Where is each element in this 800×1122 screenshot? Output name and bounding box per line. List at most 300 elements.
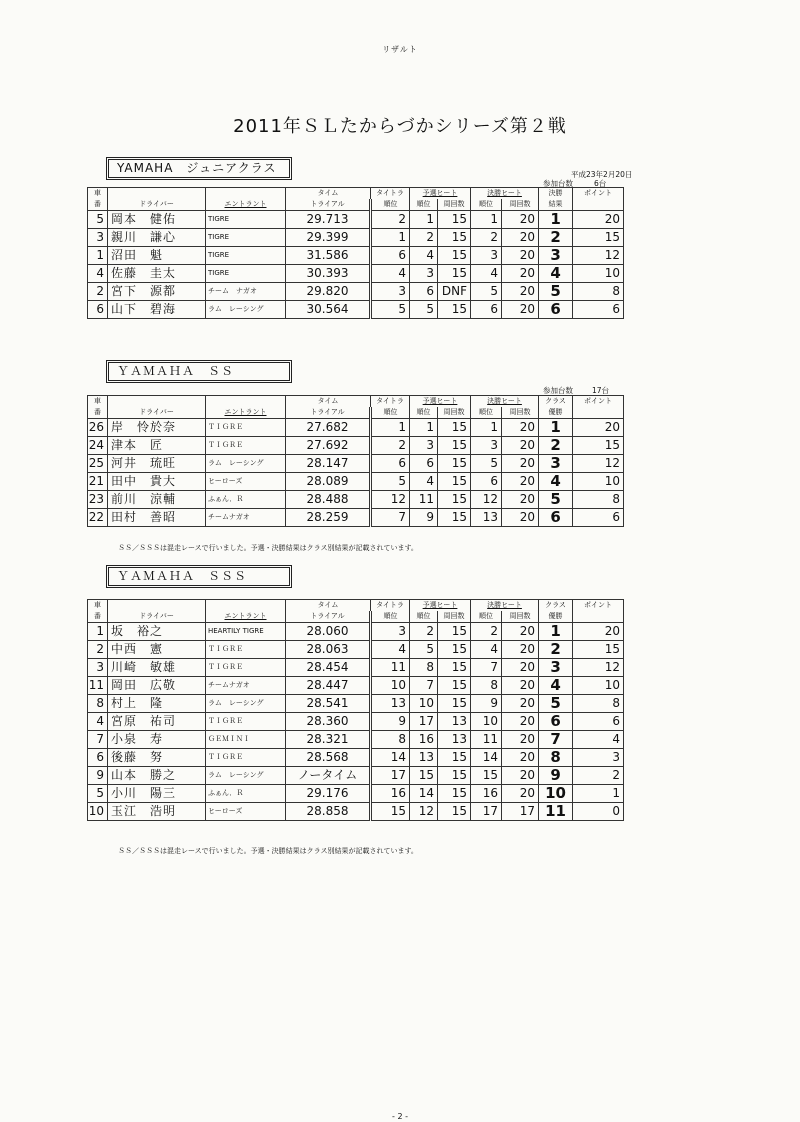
heat-laps: 13 <box>438 731 471 749</box>
final-result: 6 <box>539 301 573 319</box>
heat-laps: 15 <box>438 491 471 509</box>
points: 15 <box>573 641 624 659</box>
final-laps: 20 <box>502 785 539 803</box>
heat-laps: 15 <box>438 437 471 455</box>
points: 6 <box>573 301 624 319</box>
final-result: 2 <box>539 641 573 659</box>
final-position: 8 <box>471 677 502 695</box>
driver-name: 河井 琉旺 <box>108 455 206 473</box>
table-row <box>88 265 624 283</box>
time-trial: 28.321 <box>286 731 371 749</box>
final-laps: 20 <box>502 731 539 749</box>
car-number: 23 <box>88 491 108 509</box>
header-time: タイム <box>286 600 371 612</box>
car-number: 24 <box>88 437 108 455</box>
heat-laps: 13 <box>438 713 471 731</box>
final-position: 9 <box>471 695 502 713</box>
heat-position: 1 <box>410 211 438 229</box>
time-trial: 27.682 <box>286 419 371 437</box>
final-result: 9 <box>539 767 573 785</box>
points: 10 <box>573 473 624 491</box>
time-trial: 29.399 <box>286 229 371 247</box>
heat-laps: 15 <box>438 455 471 473</box>
heat-position: 4 <box>410 247 438 265</box>
time-trial-rank: 4 <box>371 641 410 659</box>
mixed-race-note: ＳＳ／ＳＳＳは混走レースで行いました。予選・決勝結果はクラス別結果が記載されています。 <box>118 544 418 552</box>
header-result: 優勝 <box>539 611 573 623</box>
header-tt: 順位 <box>371 611 410 623</box>
driver-name: 岡本 健佑 <box>108 211 206 229</box>
heat-laps: 15 <box>438 623 471 641</box>
driver-name: 親川 謙心 <box>108 229 206 247</box>
car-number: 6 <box>88 749 108 767</box>
final-laps: 20 <box>502 455 539 473</box>
entrant-name: ＴＩＧＲＥ <box>206 641 286 659</box>
car-number: 2 <box>88 641 108 659</box>
driver-name: 宮原 祐司 <box>108 713 206 731</box>
final-laps: 20 <box>502 749 539 767</box>
time-trial: 28.060 <box>286 623 371 641</box>
header-tt: タイトラ <box>371 188 410 200</box>
final-result: 3 <box>539 659 573 677</box>
car-number: 21 <box>88 473 108 491</box>
points: 20 <box>573 211 624 229</box>
header-points: ポイント <box>573 396 624 408</box>
final-laps: 20 <box>502 491 539 509</box>
time-trial-rank: 2 <box>371 437 410 455</box>
header-cell <box>573 611 624 623</box>
results-table-sss <box>87 599 624 821</box>
points: 2 <box>573 767 624 785</box>
time-trial: 30.564 <box>286 301 371 319</box>
time-trial: 28.447 <box>286 677 371 695</box>
heat-position: 11 <box>410 491 438 509</box>
heat-position: 3 <box>410 265 438 283</box>
table-row <box>88 301 624 319</box>
heat-position: 5 <box>410 301 438 319</box>
entrant-name: ＴＩＧＲＥ <box>206 437 286 455</box>
heat-laps: 15 <box>438 767 471 785</box>
final-position: 6 <box>471 301 502 319</box>
heat-position: 8 <box>410 659 438 677</box>
car-number: 4 <box>88 265 108 283</box>
entrant-name: ヒーローズ <box>206 803 286 821</box>
heat-laps: 15 <box>438 641 471 659</box>
header-heat-laps: 周回数 <box>438 407 471 419</box>
heat-position: 7 <box>410 677 438 695</box>
final-position: 4 <box>471 265 502 283</box>
final-laps: 20 <box>502 265 539 283</box>
header-entrant: エントラント <box>206 199 286 211</box>
header-heat: 予選ヒート <box>410 396 471 408</box>
header-final-laps: 周回数 <box>502 611 539 623</box>
final-result: 1 <box>539 211 573 229</box>
table-row <box>88 731 624 749</box>
points: 20 <box>573 623 624 641</box>
header-tt: 順位 <box>371 199 410 211</box>
header-cell <box>206 188 286 200</box>
car-number: 26 <box>88 419 108 437</box>
driver-name: 山下 碧海 <box>108 301 206 319</box>
final-position: 1 <box>471 419 502 437</box>
entrant-name: TIGRE <box>206 265 286 283</box>
time-trial: 28.063 <box>286 641 371 659</box>
header-time: トライアル <box>286 407 371 419</box>
time-trial-rank: 12 <box>371 491 410 509</box>
header-final: 決勝ヒート <box>471 188 539 200</box>
table-row <box>88 713 624 731</box>
header-cell <box>573 407 624 419</box>
heat-laps: 15 <box>438 229 471 247</box>
points: 15 <box>573 229 624 247</box>
participants-label: 参加台数 <box>543 179 573 188</box>
car-number: 1 <box>88 247 108 265</box>
table-row <box>88 659 624 677</box>
final-result: 5 <box>539 283 573 301</box>
final-result: 3 <box>539 455 573 473</box>
car-number: 3 <box>88 659 108 677</box>
header-time: タイム <box>286 188 371 200</box>
table-header-row <box>88 407 624 419</box>
final-result: 5 <box>539 695 573 713</box>
car-number: 25 <box>88 455 108 473</box>
driver-name: 岸 怜於奈 <box>108 419 206 437</box>
table-row <box>88 749 624 767</box>
participants-count: 6台 <box>594 179 607 188</box>
final-position: 4 <box>471 641 502 659</box>
heat-position: 14 <box>410 785 438 803</box>
final-laps: 20 <box>502 659 539 677</box>
heat-laps: 15 <box>438 265 471 283</box>
points: 6 <box>573 713 624 731</box>
table-header-row <box>88 600 624 612</box>
header-points: ポイント <box>573 600 624 612</box>
car-number: 9 <box>88 767 108 785</box>
final-result: 11 <box>539 803 573 821</box>
car-number: 1 <box>88 623 108 641</box>
heat-position: 6 <box>410 455 438 473</box>
heat-position: 13 <box>410 749 438 767</box>
entrant-name: チーム ナガオ <box>206 283 286 301</box>
table-row <box>88 767 624 785</box>
points: 8 <box>573 695 624 713</box>
race-date: 平成23年2月20日 <box>571 170 633 179</box>
car-number: 4 <box>88 713 108 731</box>
time-trial: 28.541 <box>286 695 371 713</box>
time-trial: 28.568 <box>286 749 371 767</box>
heat-position: 4 <box>410 473 438 491</box>
final-laps: 20 <box>502 437 539 455</box>
final-result: 2 <box>539 229 573 247</box>
final-result: 4 <box>539 677 573 695</box>
heat-laps: 15 <box>438 695 471 713</box>
time-trial-rank: 2 <box>371 211 410 229</box>
final-position: 13 <box>471 509 502 527</box>
table-row <box>88 785 624 803</box>
header-cell <box>206 600 286 612</box>
driver-name: 玉江 浩明 <box>108 803 206 821</box>
time-trial: 28.360 <box>286 713 371 731</box>
entrant-name: TIGRE <box>206 211 286 229</box>
header-final-laps: 周回数 <box>502 407 539 419</box>
heat-position: 15 <box>410 767 438 785</box>
points: 8 <box>573 491 624 509</box>
final-result: 1 <box>539 623 573 641</box>
heat-position: 16 <box>410 731 438 749</box>
header-entrant: エントラント <box>206 407 286 419</box>
driver-name: 宮下 源都 <box>108 283 206 301</box>
time-trial-rank: 17 <box>371 767 410 785</box>
header-cell <box>108 188 206 200</box>
heat-laps: 15 <box>438 247 471 265</box>
header-driver: ドライバー <box>108 611 206 623</box>
car-number: 7 <box>88 731 108 749</box>
car-number: 10 <box>88 803 108 821</box>
header-heat-pos: 順位 <box>410 199 438 211</box>
table-row <box>88 283 624 301</box>
table-row <box>88 623 624 641</box>
final-result: 5 <box>539 491 573 509</box>
car-number: 11 <box>88 677 108 695</box>
driver-name: 小泉 寿 <box>108 731 206 749</box>
points: 10 <box>573 265 624 283</box>
time-trial-rank: 16 <box>371 785 410 803</box>
points: 1 <box>573 785 624 803</box>
points: 20 <box>573 419 624 437</box>
time-trial: 28.454 <box>286 659 371 677</box>
header-heat-laps: 周回数 <box>438 199 471 211</box>
points: 12 <box>573 455 624 473</box>
table-row <box>88 419 624 437</box>
final-position: 5 <box>471 283 502 301</box>
entrant-name: ＴＩＧＲＥ <box>206 713 286 731</box>
final-position: 3 <box>471 247 502 265</box>
header-final: 決勝ヒート <box>471 396 539 408</box>
header-final: 決勝ヒート <box>471 600 539 612</box>
final-position: 15 <box>471 767 502 785</box>
final-result: 4 <box>539 265 573 283</box>
car-number: 3 <box>88 229 108 247</box>
header-final-laps: 周回数 <box>502 199 539 211</box>
time-trial-rank: 1 <box>371 229 410 247</box>
final-position: 11 <box>471 731 502 749</box>
final-laps: 20 <box>502 623 539 641</box>
time-trial-rank: 11 <box>371 659 410 677</box>
time-trial-rank: 5 <box>371 473 410 491</box>
final-laps: 20 <box>502 283 539 301</box>
car-number: 5 <box>88 785 108 803</box>
table-row <box>88 803 624 821</box>
participants-count: 17台 <box>592 386 610 395</box>
entrant-name: HEARTILY TIGRE <box>206 623 286 641</box>
table-row <box>88 455 624 473</box>
table-row <box>88 677 624 695</box>
car-number: 6 <box>88 301 108 319</box>
final-result: 4 <box>539 473 573 491</box>
class-title-junior: YAMAHA ジュニアクラス <box>106 157 292 180</box>
points: 3 <box>573 749 624 767</box>
points: 0 <box>573 803 624 821</box>
time-trial-rank: 3 <box>371 283 410 301</box>
heat-laps: 15 <box>438 749 471 767</box>
time-trial-rank: 4 <box>371 265 410 283</box>
car-number: 2 <box>88 283 108 301</box>
heat-laps: 15 <box>438 301 471 319</box>
entrant-name: チームナガオ <box>206 509 286 527</box>
final-position: 14 <box>471 749 502 767</box>
mixed-race-note: ＳＳ／ＳＳＳは混走レースで行いました。予選・決勝結果はクラス別結果が記載されています。 <box>118 847 418 855</box>
entrant-name: ふぁん．Ｒ <box>206 491 286 509</box>
header-cell <box>108 396 206 408</box>
header-car-no: 番 <box>88 407 108 419</box>
header-driver: ドライバー <box>108 199 206 211</box>
header-heat-pos: 順位 <box>410 407 438 419</box>
time-trial-rank: 9 <box>371 713 410 731</box>
header-result: クラス <box>539 396 573 408</box>
heat-position: 5 <box>410 641 438 659</box>
time-trial-rank: 10 <box>371 677 410 695</box>
table-row <box>88 641 624 659</box>
car-number: 22 <box>88 509 108 527</box>
time-trial: 27.692 <box>286 437 371 455</box>
driver-name: 山本 勝之 <box>108 767 206 785</box>
header-points: ポイント <box>573 188 624 200</box>
class-title-ss: ＹＡＭＡＨＡ ＳＳ <box>106 360 292 383</box>
header-time: トライアル <box>286 199 371 211</box>
final-result: 6 <box>539 509 573 527</box>
table-header-row <box>88 199 624 211</box>
header-final-pos: 順位 <box>471 611 502 623</box>
final-laps: 20 <box>502 767 539 785</box>
final-position: 16 <box>471 785 502 803</box>
header-time: トライアル <box>286 611 371 623</box>
header-result: 優勝 <box>539 407 573 419</box>
header-result: 結果 <box>539 199 573 211</box>
header-car-no: 番 <box>88 611 108 623</box>
table-row <box>88 437 624 455</box>
header-heat: 予選ヒート <box>410 188 471 200</box>
table-header-row <box>88 611 624 623</box>
driver-name: 前川 涼輔 <box>108 491 206 509</box>
header-driver: ドライバー <box>108 407 206 419</box>
time-trial: 28.488 <box>286 491 371 509</box>
car-number: 5 <box>88 211 108 229</box>
final-position: 1 <box>471 211 502 229</box>
heat-position: 12 <box>410 803 438 821</box>
driver-name: 小川 陽三 <box>108 785 206 803</box>
final-laps: 20 <box>502 301 539 319</box>
final-position: 7 <box>471 659 502 677</box>
table-row <box>88 695 624 713</box>
time-trial: 28.147 <box>286 455 371 473</box>
points: 4 <box>573 731 624 749</box>
final-result: 3 <box>539 247 573 265</box>
entrant-name: チームナガオ <box>206 677 286 695</box>
time-trial: ノータイム <box>286 767 371 785</box>
header-heat-laps: 周回数 <box>438 611 471 623</box>
time-trial-rank: 8 <box>371 731 410 749</box>
header-cell <box>108 600 206 612</box>
time-trial-rank: 1 <box>371 419 410 437</box>
header-car-no: 車 <box>88 188 108 200</box>
heat-position: 2 <box>410 229 438 247</box>
header-final-pos: 順位 <box>471 407 502 419</box>
final-position: 3 <box>471 437 502 455</box>
entrant-name: ラム レーシング <box>206 455 286 473</box>
header-car-no: 番 <box>88 199 108 211</box>
final-position: 2 <box>471 229 502 247</box>
entrant-name: ラム レーシング <box>206 767 286 785</box>
entrant-name: TIGRE <box>206 229 286 247</box>
page-header-label: リザルト <box>382 45 418 54</box>
driver-name: 田村 善昭 <box>108 509 206 527</box>
participants-label: 参加台数 <box>543 386 573 395</box>
time-trial-rank: 13 <box>371 695 410 713</box>
final-result: 8 <box>539 749 573 767</box>
final-laps: 20 <box>502 419 539 437</box>
time-trial: 28.089 <box>286 473 371 491</box>
final-laps: 20 <box>502 695 539 713</box>
time-trial-rank: 14 <box>371 749 410 767</box>
header-car-no: 車 <box>88 396 108 408</box>
final-laps: 17 <box>502 803 539 821</box>
entrant-name: ＴＩＧＲＥ <box>206 419 286 437</box>
final-position: 17 <box>471 803 502 821</box>
header-entrant: エントラント <box>206 611 286 623</box>
header-final-pos: 順位 <box>471 199 502 211</box>
time-trial-rank: 15 <box>371 803 410 821</box>
time-trial: 31.586 <box>286 247 371 265</box>
heat-laps: 15 <box>438 419 471 437</box>
page-number: - 2 - <box>392 1112 408 1121</box>
heat-position: 9 <box>410 509 438 527</box>
page-title: 2011年ＳＬたからづかシリーズ第２戦 <box>233 116 567 137</box>
heat-position: 10 <box>410 695 438 713</box>
heat-position: 1 <box>410 419 438 437</box>
final-laps: 20 <box>502 713 539 731</box>
time-trial: 28.259 <box>286 509 371 527</box>
entrant-name: ヒーローズ <box>206 473 286 491</box>
time-trial: 28.858 <box>286 803 371 821</box>
driver-name: 川崎 敏雄 <box>108 659 206 677</box>
heat-position: 2 <box>410 623 438 641</box>
final-position: 10 <box>471 713 502 731</box>
entrant-name: ＧＥＭＩＮＩ <box>206 731 286 749</box>
header-tt: タイトラ <box>371 600 410 612</box>
heat-laps: 15 <box>438 509 471 527</box>
driver-name: 岡田 広敬 <box>108 677 206 695</box>
time-trial: 29.176 <box>286 785 371 803</box>
time-trial: 29.713 <box>286 211 371 229</box>
header-cell <box>206 396 286 408</box>
driver-name: 沼田 魁 <box>108 247 206 265</box>
table-row <box>88 247 624 265</box>
time-trial-rank: 7 <box>371 509 410 527</box>
driver-name: 佐藤 圭太 <box>108 265 206 283</box>
results-table-junior <box>87 187 624 319</box>
final-result: 10 <box>539 785 573 803</box>
header-tt: タイトラ <box>371 396 410 408</box>
entrant-name: TIGRE <box>206 247 286 265</box>
entrant-name: ＴＩＧＲＥ <box>206 749 286 767</box>
time-trial-rank: 5 <box>371 301 410 319</box>
final-result: 7 <box>539 731 573 749</box>
entrant-name: ラム レーシング <box>206 695 286 713</box>
driver-name: 坂 裕之 <box>108 623 206 641</box>
heat-laps: 15 <box>438 785 471 803</box>
final-laps: 20 <box>502 677 539 695</box>
final-laps: 20 <box>502 473 539 491</box>
